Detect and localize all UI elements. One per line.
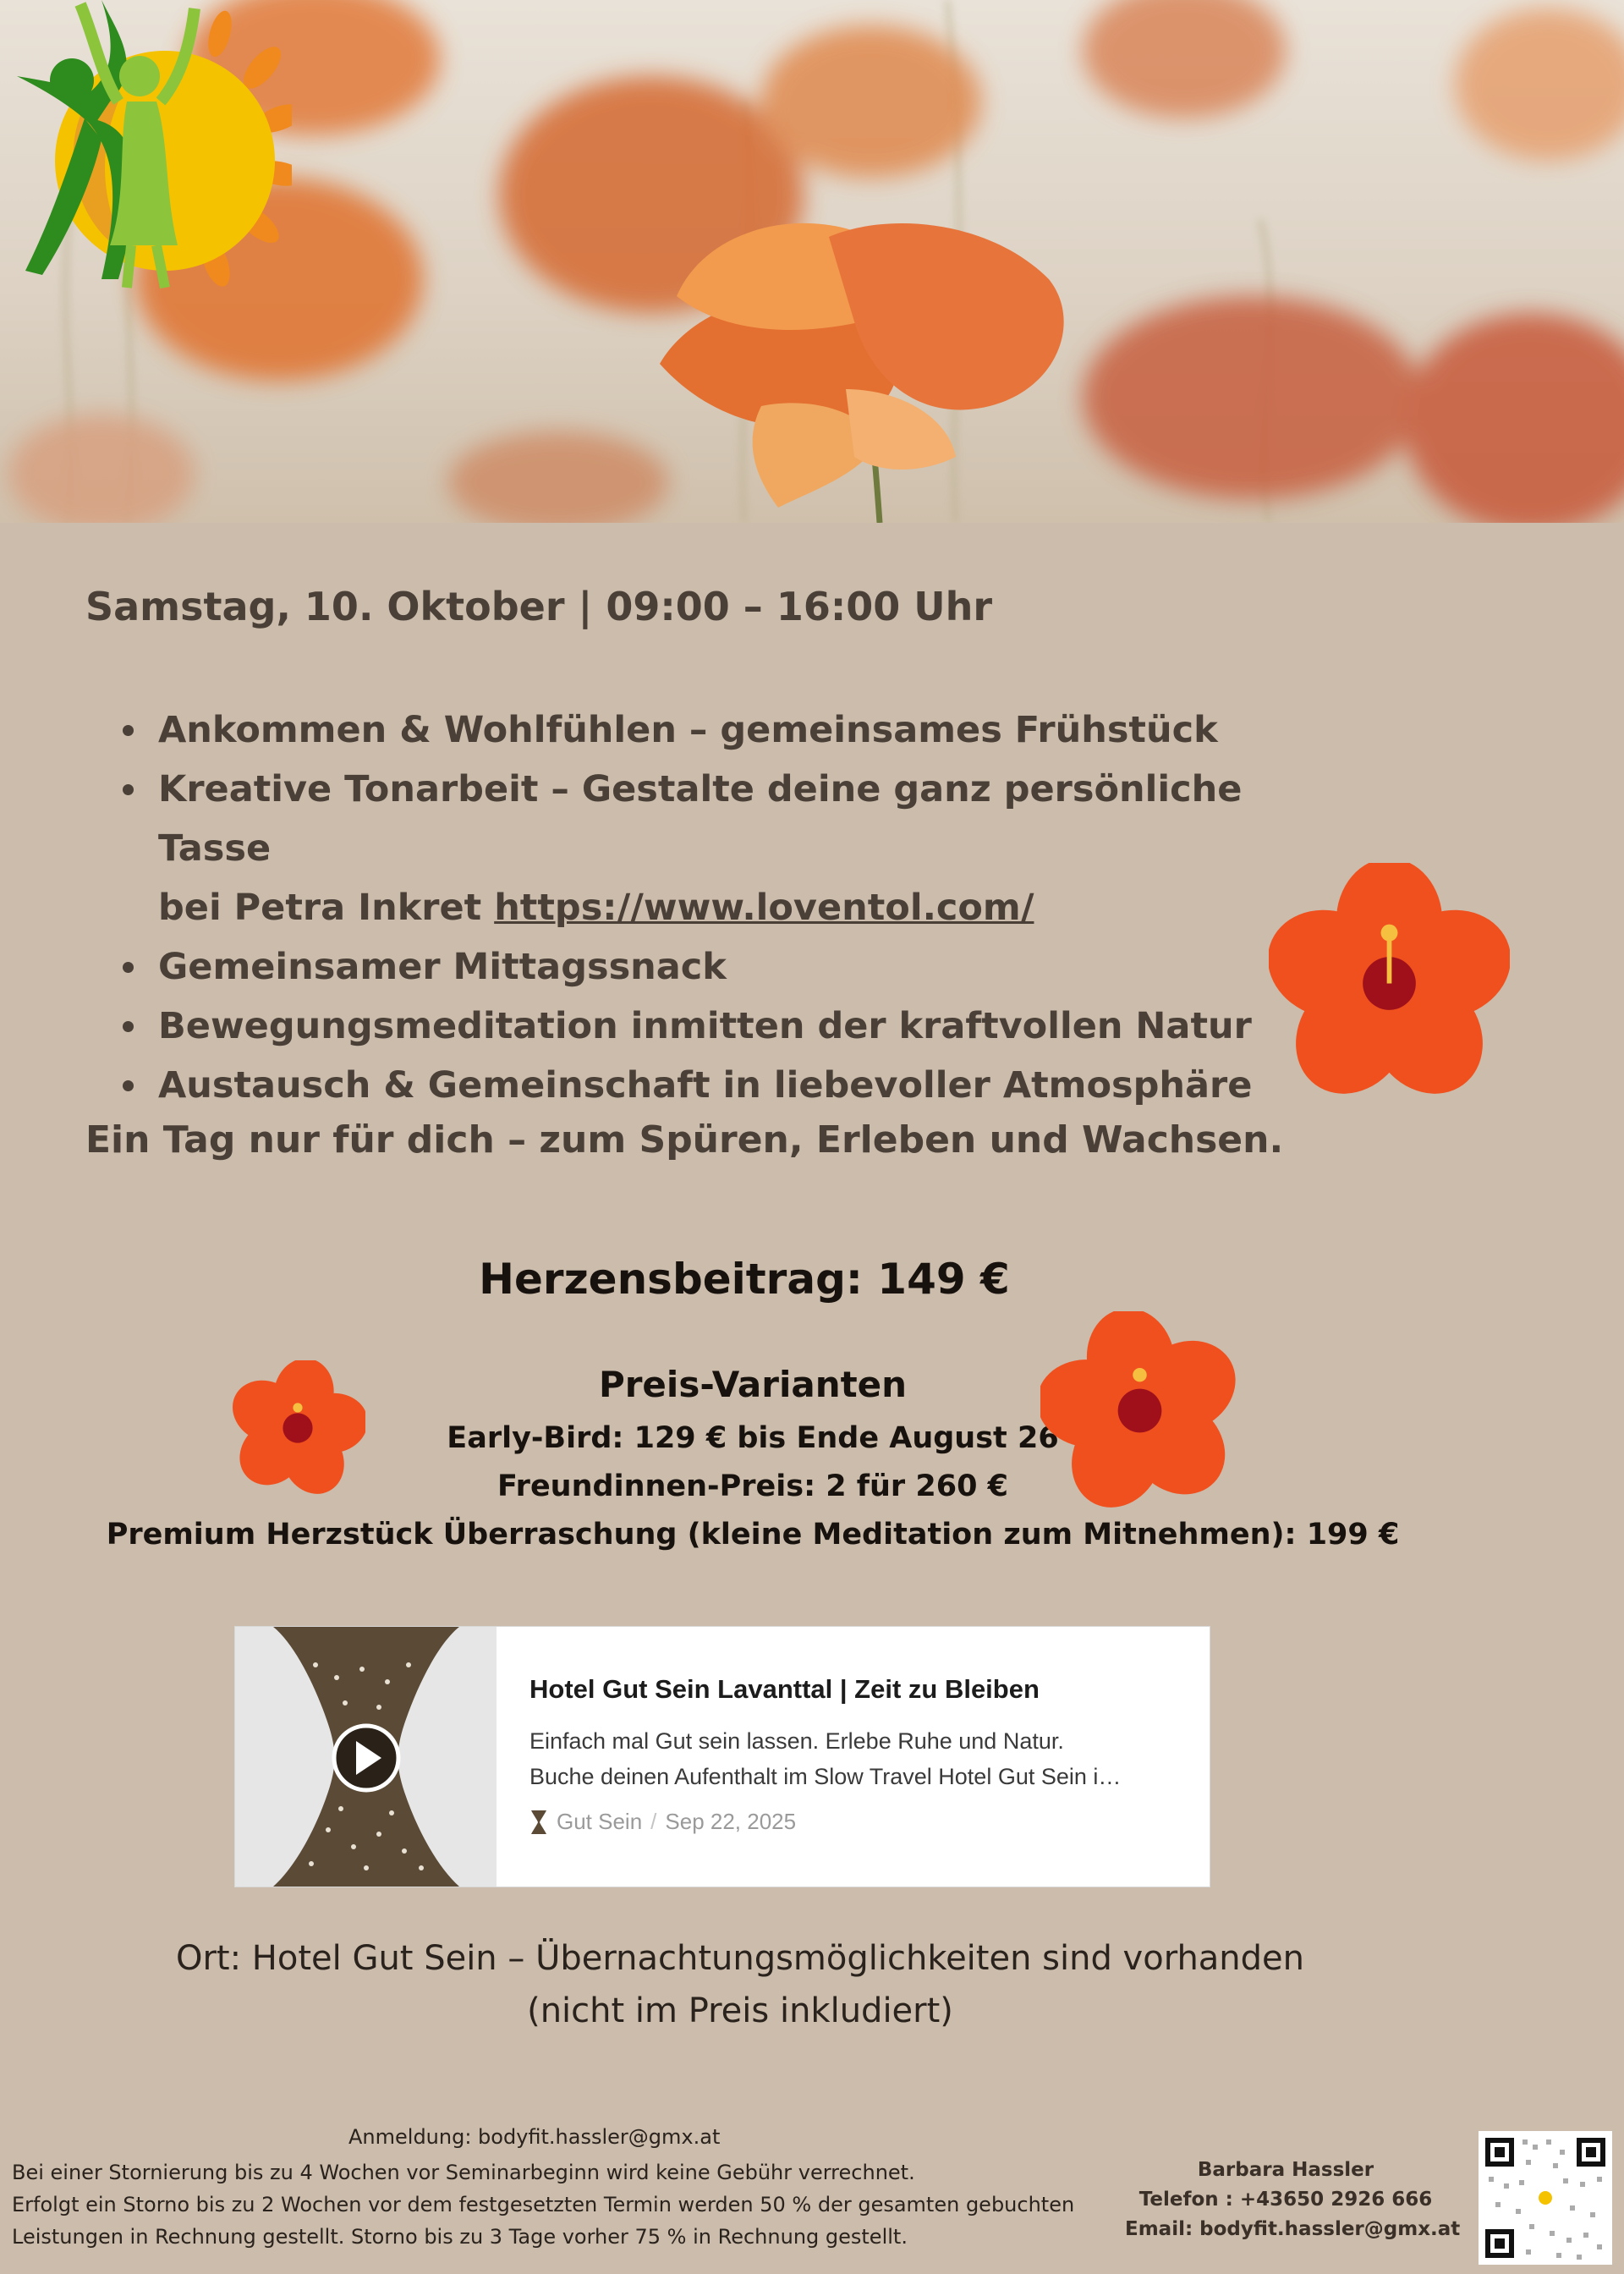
cancellation-terms: Bei einer Stornierung bis zu 4 Wochen vor Seminarbeginn wird keine Gebühr verrechnet. Erfolgt ein Storno bis zu 2 Wochen vor dem festgesetzten Termin werden 50 % der gesamten gebuchten Leistungen in Rechnung gestellt. Storno bis zu 3 Tage vorher 75 % in Rechnung gestellt. <box>12 2161 1075 2249</box>
hibiscus-icon <box>1040 1311 1239 1510</box>
price-early-bird: Early-Bird: 129 € bis Ende August 26 <box>447 1421 1059 1455</box>
dancing-figures-sun-logo <box>0 0 292 305</box>
contact-name: Barbara Hassler <box>1197 2159 1374 2181</box>
hero-image <box>0 0 1624 523</box>
video-thumbnail[interactable] <box>235 1627 497 1887</box>
card-source: Gut Sein <box>557 1809 643 1834</box>
program-item: Ankommen & Wohlfühlen – gemeinsames Frühstück <box>123 700 1307 760</box>
hourglass-icon <box>529 1810 548 1834</box>
card-meta: Gut Sein / Sep 22, 2025 <box>529 1809 796 1835</box>
loventol-link[interactable]: https://www.loventol.com/ <box>494 887 1034 929</box>
program-item: Kreative Tonarbeit – Gestalte deine ganz persönliche Tasse bei Petra Inkret https://www.loventol.com/ <box>123 760 1307 937</box>
price-variants-title: Preis-Varianten <box>598 1364 908 1405</box>
play-icon[interactable] <box>334 1726 398 1790</box>
hotel-link-card[interactable] <box>234 1626 1210 1887</box>
event-date: Samstag, 10. Oktober | 09:00 – 16:00 Uhr <box>85 584 993 629</box>
contact-block <box>1125 2156 1461 2244</box>
contact-email: Email: bodyfit.hassler@gmx.at <box>1125 2218 1461 2240</box>
program-item: Austausch & Gemeinschaft in liebevoller Atmosphäre <box>123 1056 1307 1115</box>
program-item: Bewegungsmeditation inmitten der kraftvollen Natur <box>123 997 1307 1056</box>
location-note: (nicht im Preis inkludiert) <box>527 1991 953 2030</box>
contact-phone: Telefon : +43650 2926 666 <box>1138 2189 1433 2211</box>
main-price: Herzensbeitrag: 149 € <box>479 1255 1010 1304</box>
hibiscus-icon <box>1269 863 1510 1104</box>
hibiscus-icon <box>230 1360 365 1496</box>
registration-email: Anmeldung: bodyfit.hassler@gmx.at <box>348 2125 721 2149</box>
card-title[interactable]: Hotel Gut Sein Lavanttal | Zeit zu Bleiben <box>529 1674 1040 1704</box>
hourglass-icon <box>235 1627 497 1887</box>
poppy-flower <box>660 223 1064 523</box>
program-list <box>123 700 1307 1115</box>
card-description: Einfach mal Gut sein lassen. Erlebe Ruhe und Natur. Buche deinen Aufenthalt im Slow Travel Hotel Gut Sein i… <box>529 1728 1122 1789</box>
location-line: Ort: Hotel Gut Sein – Übernachtungsmöglichkeiten sind vorhanden <box>175 1939 1305 1978</box>
price-premium: Premium Herzstück Überraschung (kleine Meditation zum Mitnehmen): 199 € <box>106 1518 1400 1552</box>
card-date: Sep 22, 2025 <box>665 1809 797 1834</box>
qr-code-graphic <box>1479 2131 1612 2265</box>
program-item: Gemeinsamer Mittagssnack <box>123 937 1307 997</box>
qr-code-icon[interactable] <box>1479 2131 1612 2265</box>
price-friends: Freundinnen-Preis: 2 für 260 € <box>497 1469 1008 1503</box>
tagline: Ein Tag nur für dich – zum Spüren, Erleben und Wachsen. <box>85 1118 1284 1162</box>
